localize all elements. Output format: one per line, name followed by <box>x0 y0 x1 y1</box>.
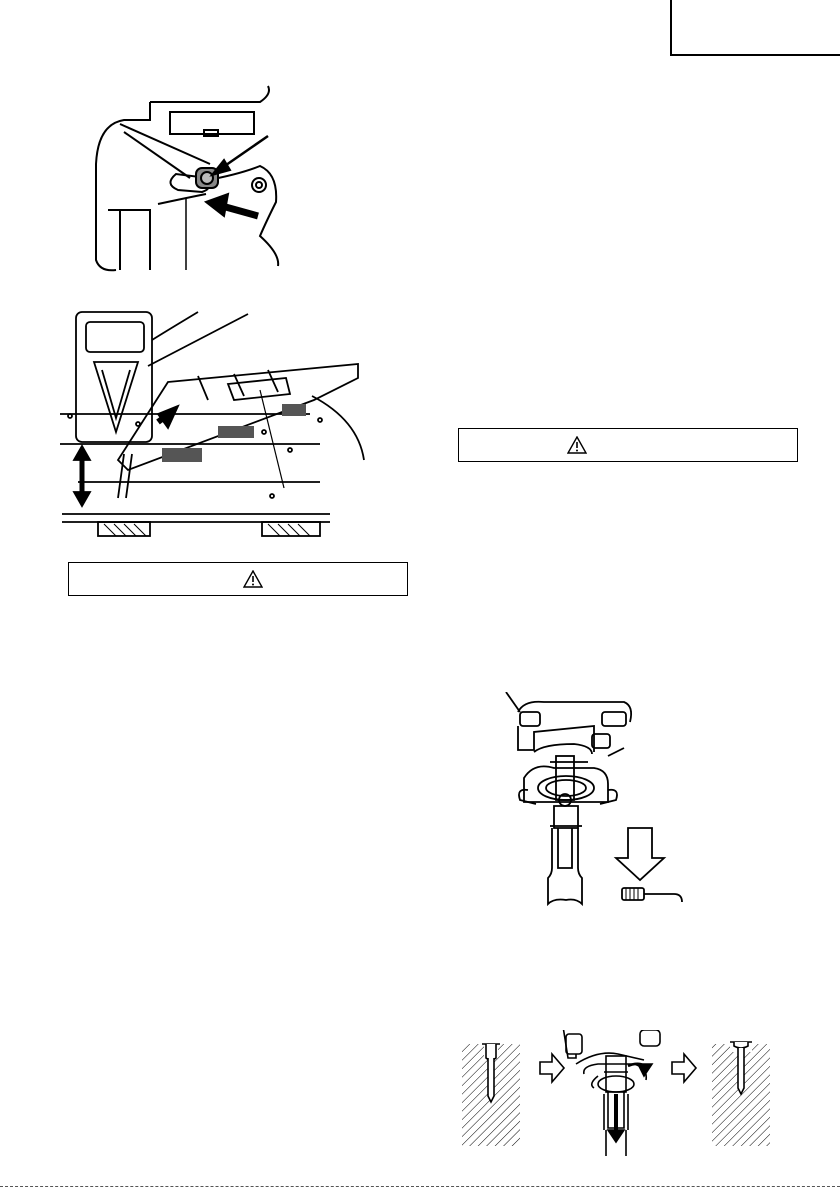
nailer-on-workpiece-illustration <box>58 300 378 540</box>
nail-depth-comparison-illustration <box>458 1030 778 1160</box>
warning-triangle-icon <box>243 570 263 588</box>
warning-triangle-icon <box>567 436 587 454</box>
page-bottom-rule <box>0 1186 840 1187</box>
warning-box <box>68 562 408 596</box>
trigger-lock-illustration <box>90 84 290 274</box>
warning-box <box>458 428 798 462</box>
language-tab <box>670 0 840 56</box>
depth-adjuster-illustration <box>504 692 694 914</box>
